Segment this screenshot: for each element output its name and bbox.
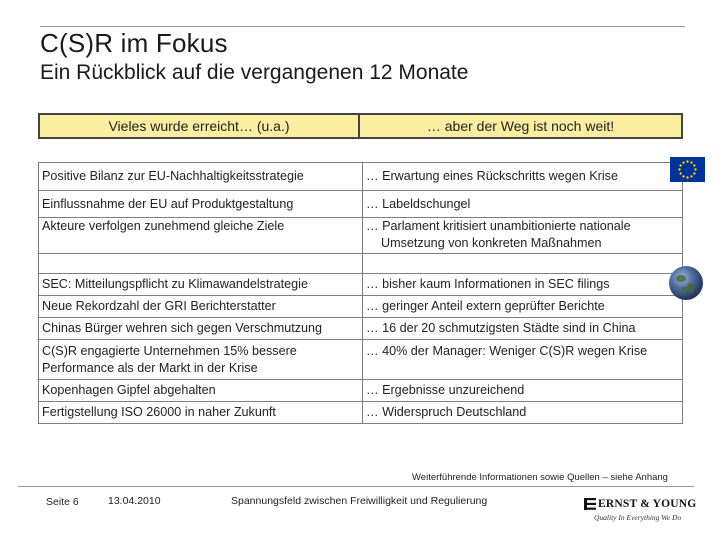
- globe-land: [681, 287, 687, 292]
- table-row: [39, 380, 683, 402]
- table-row: [39, 218, 683, 254]
- row-achievement: Akteure verfolgen zunehmend gleiche Ziele: [39, 218, 363, 254]
- page-title: C(S)R im Fokus: [40, 28, 228, 58]
- row-gap: … Parlament kritisiert unambitionierte nationale Umsetzung von konkreten Maßnahmen: [363, 218, 683, 254]
- row-gap: … geringer Anteil extern geprüfter Berichte: [363, 296, 683, 318]
- row-achievement: Einflussnahme der EU auf Produktgestaltung: [39, 191, 363, 218]
- row-achievement: C(S)R engagierte Unternehmen 15% bessere Performance als der Markt in der Krise: [39, 340, 363, 380]
- page-subtitle: Ein Rückblick auf die vergangenen 12 Monate: [40, 61, 469, 84]
- footer-divider: [18, 486, 694, 487]
- row-gap: … Labeldschungel: [363, 191, 683, 218]
- row-achievement: Kopenhagen Gipfel abgehalten: [39, 380, 363, 402]
- globe-land: [676, 275, 686, 282]
- table-row: [39, 340, 683, 380]
- eu-flag-icon: [670, 157, 705, 182]
- table-row: [39, 274, 683, 296]
- table-row: [39, 163, 683, 191]
- row-achievement: Fertigstellung ISO 26000 in naher Zukunft: [39, 402, 363, 424]
- eu-flag-graphic: [670, 157, 705, 182]
- row-achievement: Neue Rekordzahl der GRI Berichterstatter: [39, 296, 363, 318]
- row-gap: … bisher kaum Informationen in SEC filings: [363, 274, 683, 296]
- row-gap: … 40% der Manager: Weniger C(S)R wegen Krise: [363, 340, 683, 380]
- comparison-table: [38, 162, 683, 424]
- row-achievement: SEC: Mitteilungspflicht zu Klimawandelstrategie: [39, 274, 363, 296]
- table-row: [39, 402, 683, 424]
- footer-date: 13.04.2010: [108, 495, 161, 507]
- header-achieved: Vieles wurde erreicht… (u.a.): [38, 113, 360, 139]
- spacer-cell: [39, 254, 363, 274]
- footer-title: Spannungsfeld zwischen Freiwilligkeit und Regulierung: [231, 495, 488, 507]
- table-spacer: [39, 254, 683, 274]
- globe-icon: [669, 266, 703, 300]
- globe-land: [687, 283, 695, 293]
- table-row: [39, 296, 683, 318]
- table-row: [39, 191, 683, 218]
- logo-mark-icon: [584, 498, 597, 510]
- row-gap: … Ergebnisse unzureichend: [363, 380, 683, 402]
- row-gap: … 16 der 20 schmutzigsten Städte sind in China: [363, 318, 683, 340]
- row-gap: … Erwartung eines Rückschritts wegen Krise: [363, 163, 683, 191]
- logo-text: ERNST & YOUNG: [598, 498, 697, 510]
- spacer-cell: [363, 254, 683, 274]
- table-row: [39, 318, 683, 340]
- ernst-young-logo: [584, 496, 697, 526]
- row-achievement: Chinas Bürger wehren sich gegen Verschmutzung: [39, 318, 363, 340]
- page-number: Seite 6: [46, 496, 79, 508]
- row-gap: … Widerspruch Deutschland: [363, 402, 683, 424]
- header-remaining: … aber der Weg ist noch weit!: [360, 113, 683, 139]
- row-achievement: Positive Bilanz zur EU-Nachhaltigkeitsstrategie: [39, 163, 363, 191]
- top-divider: [40, 26, 685, 27]
- sources-note: Weiterführende Informationen sowie Quellen – siehe Anhang: [412, 472, 668, 483]
- logo-tagline: Quality In Everything We Do: [594, 513, 682, 522]
